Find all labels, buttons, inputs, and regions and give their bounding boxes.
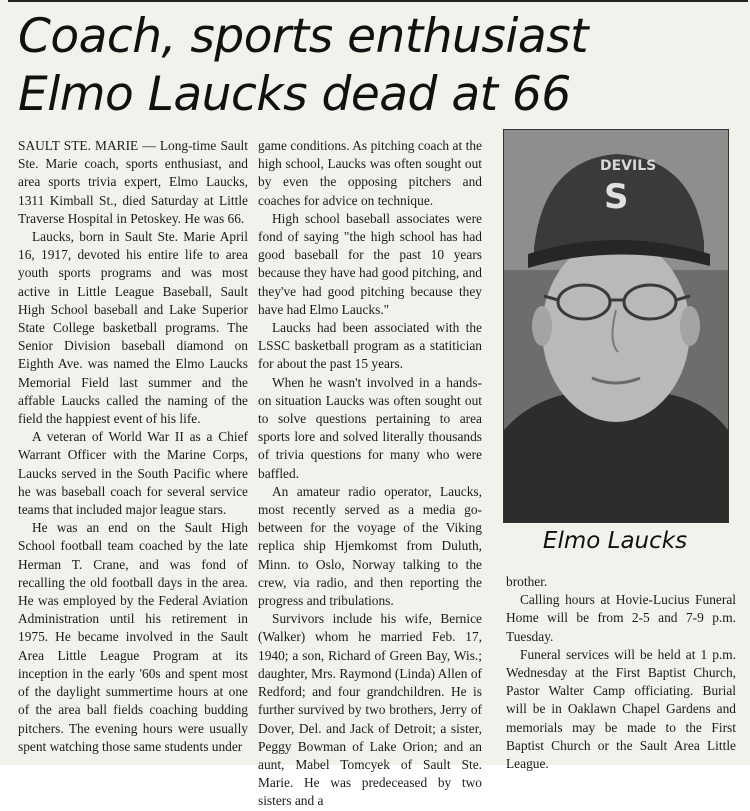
paragraph-career: He was an end on the Sault High School football team coached by the late Herman T. Crane, and was fond of recalling the old football days in the area. He was employed by the Federal Aviation Administration until his retirement in 1975. He became involved in the Sault Area Little League Program at its inception in the early '60s and spent most of the daylight summertime hours at one of the area ball fields coaching budding pitchers. The evening hours were usually spent watching those same students under	[18, 520, 248, 754]
paragraph-calling-hours: Calling hours at Hovie-Lucius Funeral Home will be from 2-5 and 7-9 p.m. Tuesday.	[506, 592, 736, 644]
paragraph-brother: brother.	[506, 574, 548, 589]
article-column-1	[18, 137, 248, 756]
portrait-illustration	[504, 130, 728, 522]
cap-lettering: DEVILS	[600, 158, 657, 174]
article-column-3	[506, 573, 736, 773]
paragraph-radio: An amateur radio operator, Laucks, most recently served as a media go-between for the voyage of the Viking replica ship Hjemkomst from Duluth, Minn. to Oslo, Norway talking to the crew, via radio, and then reporting the progress and tribulations.	[258, 483, 482, 609]
headline-line-1: Coach, sports enthusiast	[18, 9, 589, 64]
paragraph-pitching-coach: game conditions. As pitching coach at the high school, Laucks was often sought out by even the opposing pitchers and coaches for advice on technique.	[258, 138, 482, 208]
paragraph-funeral-services: Funeral services will be held at 1 p.m. Wednesday at the First Baptist Church, Pastor Walter Camp officiating. Burial will be in Oaklawn Chapel Gardens and memorials may be made to the First Baptist Church or the Sault Area Little League.	[506, 646, 736, 772]
headline-line-2: Elmo Laucks dead at 66	[18, 67, 571, 122]
headline	[18, 8, 738, 124]
dateline-paragraph: SAULT STE. MARIE — Long-time Sault Ste. Marie coach, sports enthusiast, and area sports trivia expert, Elmo Laucks, 1311 Kimball St., died Saturday at Little Traverse Hospital in Petoskey. He was 66.	[18, 138, 248, 226]
photo-caption: Elmo Laucks	[542, 528, 688, 554]
article-column-2	[258, 137, 482, 811]
cap-initial: S	[604, 177, 629, 217]
paragraph-survivors: Survivors include his wife, Bernice (Walker) whom he married Feb. 17, 1940; a son, Richard of Green Bay, Wis.; daughter, Mrs. Raymond (Linda) Allen of Redford; and four grandchildren. He is further survived by two brothers, Jerry of Dover, Del. and Jack of Detroit; a sister, Peggy Bowman of Lake Orion; and an aunt, Mabel Tomcyek of Sault Ste. Marie. He was predeceased by two sisters and a	[258, 611, 482, 809]
paragraph-lssc: Laucks had been associated with the LSSC basketball program as a statitician for about the past 15 years.	[258, 320, 482, 372]
paragraph-birth: Laucks, born in Sault Ste. Marie April 16, 1917, devoted his entire life to area youth sports programs and was most active in Little League Baseball, Sault High School baseball and Lake Superior State College basketball programs. The Senior Division baseball diamond on Eighth Ave. was named the Elmo Laucks Memorial Field last summer and the affable Laucks called the naming of the field the happiest event of his life.	[18, 229, 248, 427]
paragraph-trivia: When he wasn't involved in a hands-on situation Laucks was often sought out to solve questions pertaining to area sports lore and solved literally thousands of trivia questions for many who were baffled.	[258, 374, 482, 481]
top-rule	[8, 0, 748, 2]
portrait-photo	[503, 129, 729, 523]
paragraph-veteran: A veteran of World War II as a Chief Warrant Officer with the Marine Corps, Laucks served in the South Pacific where he was baseball coach for several service teams that included major league stars.	[18, 429, 248, 518]
paragraph-quote: High school baseball associates were fond of saying "the high school has had good baseball for the past 10 years because they have had good pitching, and they've had good pitching because they have had Elmo Laucks."	[258, 210, 482, 317]
